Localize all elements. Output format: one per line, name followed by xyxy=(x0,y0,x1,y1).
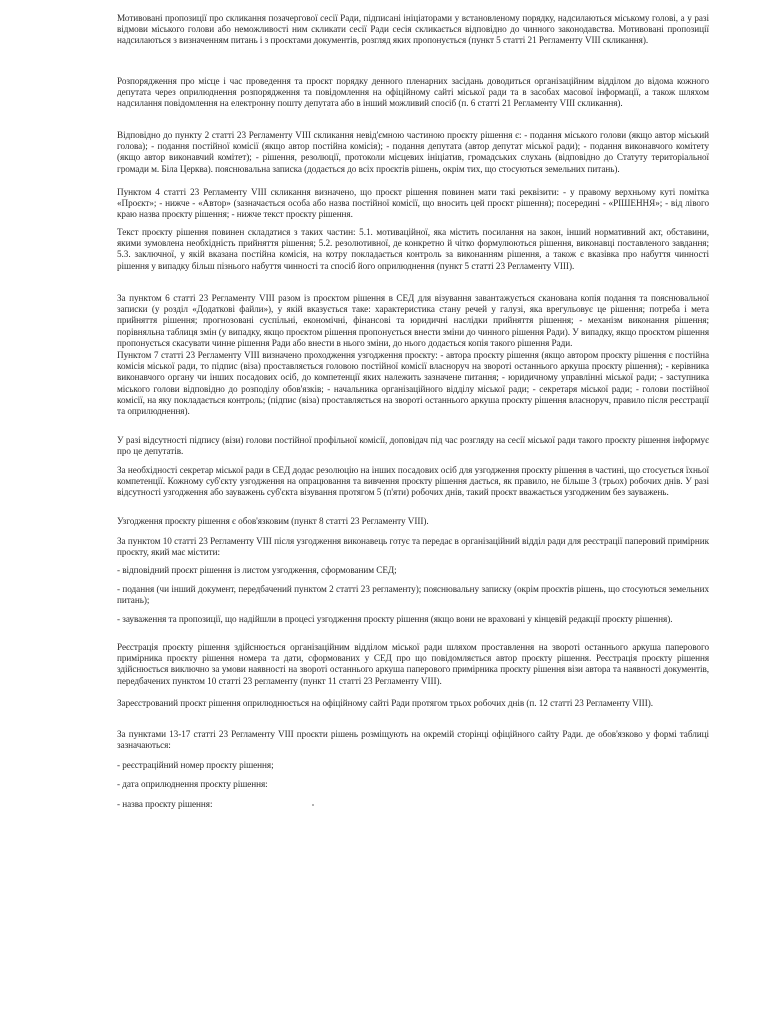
paragraph-4: Пунктом 4 статті 23 Регламенту VIII скликання визначено, що проєкт рішення повинен мати такі реквізити: - у правому верхньому куті помітка «Проєкт»; - нижче - «Автор» (зазначається особа або назва постійної комісії, що вносить цей проєкт рішення); посередині - «РІШЕННЯ»; - від лівого краю назва проєкту рішення; - нижче текст проєкту рішення. xyxy=(117,187,709,220)
paragraph-7: Пунктом 7 статті 23 Регламенту VIII визначено проходження узгодження проєкту: - автора проєкту рішення (якщо автором проєкту рішення є постійна комісія міської ради, то підпис (віза) проставляється головою постійної комісії власноруч на звороті останнього аркуша проєкту рішення); - керівника виконавчого органу чи інших посадових осіб, до компетенції яких належить зазначене питання; - юридичному управлінні міської ради; - заступника міського голови відповідно до розподілу обов'язків; - начальника організаційного відділу міської ради; - секретаря міської ради; - голови постійної комісії, на яку покладається контроль; (підпис (віза) проставляється на звороті останнього аркуша проєкту рішення власноруч, правило після реєстрації та оприлюднення). xyxy=(117,350,709,417)
paragraph-8: У разі відсутності підпису (візи) голови постійної профільної комісії, доповідач під час розгляду на сесії міської ради такого проєкту рішення інформує про це депутатів. xyxy=(117,435,709,457)
scan-speck xyxy=(312,804,314,806)
paragraph-3: Відповідно до пункту 2 статті 23 Регламенту VIII скликання невід'ємною частиною проєкту рішення є: - подання міського голови (якщо автор міський голова); - подання постійної комісії (якщо автор постійна комісія); - подання депутата (автор депутат міської ради); - подання виконавчого комітету (якщо автор виконавчий комітет); - рішення, резолюції, протоколи місцевих ініціатив, громадських слухань (відповідно до Статуту територіальної громади м. Біла Церква). пояснювальна записка (додається до всіх проєктів рішень, окрім тих, що стосуються земельних питань). xyxy=(117,130,709,174)
paragraph-17: За пунктами 13-17 статті 23 Регламенту VIII проєкти рішень розміщують на окремій сторінці офіційного сайту Ради. де обов'язково у формі таблиці зазначаються: xyxy=(117,729,709,751)
paragraph-11: За пунктом 10 статті 23 Регламенту VIII після узгодження виконавець готує та передає в організаційний відділ ради для реєстрації паперовий примірник проєкту, який має містити: xyxy=(117,536,709,558)
paragraph-2: Розпорядження про місце і час проведення та проєкт порядку денного пленарних засідань доводиться організаційним відділом до відома кожного депутата через оприлюднення розпорядження та повідомлення на офіційному сайті міської ради та в засобах масової інформації, а також шляхом надсилання повідомлення на електронну пошту депутата або в інший можливий спосіб (п. 6 статті 21 Регламенту VIII скликання). xyxy=(117,76,709,109)
paragraph-18: - реєстраційний номер проєкту рішення; xyxy=(117,760,274,770)
paragraph-19: - дата оприлюднення проєкту рішення: xyxy=(117,779,268,789)
paragraph-5: Текст проєкту рішення повинен складатися з таких частин: 5.1. мотиваційної, яка містить посилання на закон, інший нормативний акт, обставини, якими зумовлена необхідність прийняття рішення; 5.2. резолютивної, де конкретно й чітко формулюються рішення, виконавці поставленого завдання; 5.3. заключної, у якій вказана постійна комісія, на котру покладається контроль за виконанням рішення, а також є вказівка про набуття чинності рішення у випадку більш пізнього набуття чинності та спосіб його оприлюднення (пункт 5 статті 23 Регламенту VIII). xyxy=(117,227,709,271)
paragraph-16: Зареєстрований проєкт рішення оприлюднюється на офіційному сайті Ради протягом трьох робочих днів (п. 12 статті 23 Регламенту VIII). xyxy=(117,698,653,708)
paragraph-15: Реєстрація проєкту рішення здійснюється організаційним відділом міської ради шляхом проставлення на звороті останнього аркуша паперового примірника проєкту рішення номера та дати, сформованих у СЕД про що повідомляється автор проєкту рішення. Реєстрація проєкту рішення здійснюється виключно за умови наявності на звороті останнього аркуша паперового примірника проєкту рішення візи автора та наявності документів, передбачених пунктом 10 статті 23 регламенту (пункт 11 статті 23 Регламенту VIII). xyxy=(117,642,709,686)
paragraph-13: - подання (чи інший документ, передбачений пунктом 2 статті 23 регламенту); пояснювальну записку (окрім проєктів рішень, що стосуються земельних питань); xyxy=(117,584,709,606)
paragraph-12: - відповідний проєкт рішення із листом узгодження, сформованим СЕД; xyxy=(117,565,397,575)
paragraph-20: - назва проєкту рішення: xyxy=(117,799,213,809)
paragraph-9: За необхідності секретар міської ради в СЕД додає резолюцію на інших посадових осіб для узгодження проєкту рішення в частині, що стосується їхньої компетенції. Кожному суб'єкту узгодження на опрацювання та вивчення проєкту рішення дається, як правило, не більше 3 (трьох) робочих днів. У разі відсутності узгодження або зауважень суб'єкта візування протягом 5 (п'яти) робочих днів, такий проєкт вважається узгодженим без зауважень. xyxy=(117,465,709,498)
paragraph-1: Мотивовані пропозиції про скликання позачергової сесії Ради, підписані ініціаторами у встановленому порядку, надсилаються міському голові, а у разі відмови міського голови або неможливості ним скликати сесії Ради сесія скликається відповідно до чинного законодавства. Мотивовані пропозиції надсилаються з визначенням питань і з проєктами документів, розгляд яких пропонується (пункт 5 статті 21 Регламенту VIII скликання). xyxy=(117,13,709,46)
paragraph-14: - зауваження та пропозиції, що надійшли в процесі узгодження проєкту рішення (якщо вони не враховані у кінцевій редакції проєкту рішення). xyxy=(117,614,673,624)
paragraph-10: Узгодження проєкту рішення є обов'язковим (пункт 8 статті 23 Регламенту VIII). xyxy=(117,516,429,526)
paragraph-6: За пунктом 6 статті 23 Регламенту VIII разом із проєктом рішення в СЕД для візування завантажується сканована копія подання та пояснювальної записки (у розділ «Додаткові файли»), у якій вказується таке: характеристика стану речей у галузі, яка врегульовує це рішення; потреба і мета прийняття рішення; прогнозовані суспільні, економічні, фінансові та юридичні наслідки прийняття рішення; - механізм виконання рішення; порівняльна таблиця змін (у випадку, якщо проєктом рішення пропонується внести зміни до чинного рішення Ради). У випадку, якщо проєктом рішення пропонується скасувати чинне рішення Ради або внести в нього зміни, до нього додається копія такого рішення Ради. xyxy=(117,293,709,348)
